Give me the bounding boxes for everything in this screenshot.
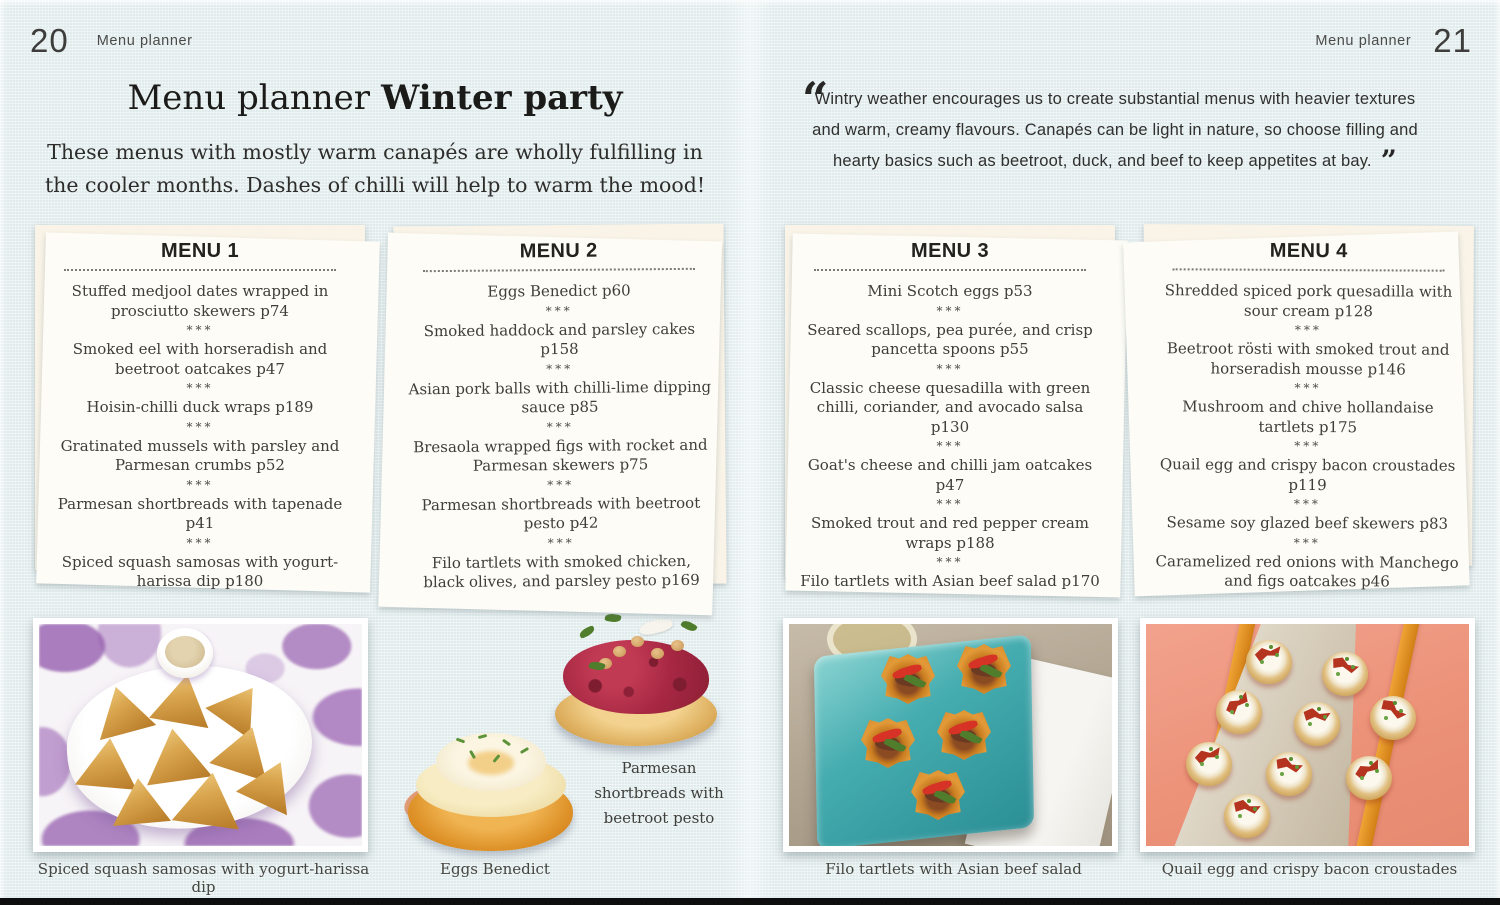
page-header-left xyxy=(30,22,193,60)
cutout-label: Parmesan shortbreads with beetroot pesto xyxy=(594,759,724,827)
title-regular: Menu planner xyxy=(127,78,371,118)
menu-item: Bresaola wrapped figs with rocket and Parmesan skewers p75 xyxy=(413,435,708,475)
menu-item: Quail egg and crispy bacon croustades p119 xyxy=(1159,455,1456,494)
menu-item: Smoked eel with horseradish and beetroot oatcakes p47 xyxy=(72,340,328,378)
bacon-bits xyxy=(1232,798,1262,819)
menu-item: Stuffed medjool dates wrapped in prosciutto skewers p74 xyxy=(71,282,329,320)
dip-bowl xyxy=(157,628,213,678)
page-number-left: 20 xyxy=(30,22,69,59)
page-number-right: 21 xyxy=(1433,22,1472,59)
photo-caption-filo-tartlets: Filo tartlets with Asian beef salad xyxy=(825,860,1082,878)
menu-item: Smoked trout and red pepper cream wraps p188 xyxy=(810,514,1090,552)
menu-card-1-title: MENU 1 xyxy=(161,240,239,262)
menu-card-4-items xyxy=(1142,270,1474,592)
page-left-edge xyxy=(0,0,6,905)
menu-item: Shredded spiced pork quesadilla with sour cream p128 xyxy=(1164,281,1453,320)
croustade xyxy=(1186,742,1232,786)
menu-card-2-title: MENU 2 xyxy=(519,239,598,263)
beetroot-pesto xyxy=(563,640,709,714)
open-quote-mark: “ xyxy=(802,72,829,126)
item-separator: *** xyxy=(1294,380,1322,396)
croustade xyxy=(1322,652,1368,696)
quote-line-text: hearty basics such as beetroot, duck, and beef to keep appetites at bay. xyxy=(832,152,1372,170)
menu-item: Parmesan shortbreads with beetroot pesto p42 xyxy=(421,493,701,533)
nut-garnish xyxy=(631,636,644,647)
photo-croustades xyxy=(1140,618,1475,852)
menu-item: Gratinated mussels with parsley and Parmesan crumbs p52 xyxy=(60,436,340,474)
item-separator: *** xyxy=(186,381,214,395)
item-separator: *** xyxy=(936,555,964,569)
photo-samosas xyxy=(33,618,368,852)
item-separator: *** xyxy=(186,419,214,434)
menu-item: Filo tartlets with Asian beef salad p170 xyxy=(800,572,1100,590)
menu-item: Eggs Benedict p60 xyxy=(487,281,631,301)
page-title xyxy=(0,78,750,118)
menu-item: Parmesan shortbreads with tapenade p41 xyxy=(57,494,343,532)
item-separator: *** xyxy=(1294,438,1322,454)
pull-quote xyxy=(790,84,1440,177)
item-separator: *** xyxy=(936,361,964,376)
item-separator: *** xyxy=(936,439,964,453)
menu-card-2 xyxy=(393,224,726,592)
bacon-bits xyxy=(1329,654,1359,679)
item-separator: *** xyxy=(545,303,573,318)
photo-caption-croustades: Quail egg and crispy bacon croustades xyxy=(1161,860,1458,878)
page-header-label-left: Menu planner xyxy=(96,33,193,49)
item-separator: *** xyxy=(186,323,214,337)
menu-item: Seared scallops, pea purée, and crisp pancetta spoons p55 xyxy=(807,320,1093,358)
page-header-right xyxy=(1315,22,1472,60)
croustade xyxy=(1266,752,1312,796)
croustade xyxy=(1294,702,1340,746)
menu-card-1-items xyxy=(35,271,365,592)
menu-item: Smoked haddock and parsley cakes p158 xyxy=(423,319,696,359)
menu-item: Mushroom and chive hollandaise tartlets p175 xyxy=(1182,397,1434,436)
menu-item: Sesame soy glazed beef skewers p83 xyxy=(1166,513,1449,533)
close-quote-mark: ” xyxy=(1380,144,1398,177)
filo-cup xyxy=(957,644,1011,694)
bacon-bits xyxy=(1378,696,1408,725)
item-separator: *** xyxy=(1294,322,1322,338)
cheese-shaving xyxy=(638,616,674,637)
item-separator: *** xyxy=(186,535,214,550)
dip-sauce xyxy=(165,636,205,668)
menu-card-1 xyxy=(35,225,365,590)
item-separator: *** xyxy=(547,535,575,550)
menu-item: Asian pork balls with chilli-lime dipping sauce p85 xyxy=(408,377,712,417)
photo-caption-eggs-benedict: Eggs Benedict xyxy=(440,860,550,878)
menu-item: Goat's cheese and chilli jam oatcakes p47 xyxy=(807,456,1093,494)
menu-card-3-title: MENU 3 xyxy=(911,240,989,262)
page-right-edge xyxy=(1494,0,1500,905)
menu-card-4 xyxy=(1142,224,1474,591)
bacon-bits xyxy=(1194,746,1224,767)
menu-card-4-title: MENU 4 xyxy=(1269,239,1348,263)
filo-cup xyxy=(881,654,935,704)
bacon-bits xyxy=(1273,755,1303,778)
croustade xyxy=(1370,696,1416,740)
item-separator: *** xyxy=(186,477,214,492)
bacon-bits xyxy=(1302,707,1331,726)
quote-line: Wintry weather encourages us to create substantial menus with heavier textures xyxy=(814,90,1416,108)
page-subtitle: These menus with mostly warm canapés are wholly fulfilling in the cooler months. Dashes of chilli will help to warm the mood! xyxy=(44,140,706,198)
photo-caption-samosas: Spiced squash samosas with yogurt-harissa dip xyxy=(37,860,370,896)
menu-item: Hoisin-chilli duck wraps p189 xyxy=(86,398,314,416)
quote-line: and warm, creamy flavours. Canapés can be light in nature, so choose filling and xyxy=(812,121,1418,139)
nut-garnish xyxy=(671,640,684,651)
menu-item: Caramelized red onions with Manchego and figs oatcakes p46 xyxy=(1155,551,1459,591)
cress-sprig xyxy=(604,613,621,624)
cress-sprig xyxy=(680,619,698,634)
menu-card-2-items xyxy=(394,270,727,593)
bacon-bits xyxy=(1254,645,1283,664)
item-separator: *** xyxy=(547,477,575,492)
menu-item: Filo tartlets with smoked chicken, black olives, and parsley pesto p169 xyxy=(423,551,700,592)
item-separator: *** xyxy=(1293,535,1321,550)
cress-sprig xyxy=(578,625,596,639)
poached-egg xyxy=(436,733,546,791)
page-header-label-right: Menu planner xyxy=(1315,33,1412,49)
nut-garnish xyxy=(651,648,664,659)
filo-cup xyxy=(911,770,965,820)
item-separator: *** xyxy=(546,419,574,434)
title-bold: Winter party xyxy=(381,78,623,118)
menu-item: Mini Scotch eggs p53 xyxy=(867,282,1033,300)
cutout-parmesan-shortbread xyxy=(553,610,721,746)
photo-filo-tartlets xyxy=(783,618,1118,852)
croustade xyxy=(1216,690,1262,734)
menu-item: Classic cheese quesadilla with green chilli, coriander, and avocado salsa p130 xyxy=(809,378,1091,436)
nut-garnish xyxy=(613,646,626,657)
menu-item: Beetroot rösti with smoked trout and horseradish mousse p146 xyxy=(1166,339,1450,379)
bacon-bits xyxy=(1223,691,1253,719)
item-separator: *** xyxy=(936,497,964,511)
menu-card-3 xyxy=(785,225,1115,590)
filo-cup xyxy=(861,718,915,768)
croustade xyxy=(1246,640,1292,684)
item-separator: *** xyxy=(1293,496,1321,512)
croustade xyxy=(1346,756,1392,800)
croustade xyxy=(1224,794,1270,838)
menu-item: Spiced squash samosas with yogurt-harissa dip p180 xyxy=(61,552,339,590)
menu-card-3-items xyxy=(785,271,1115,592)
item-separator: *** xyxy=(936,303,964,318)
item-separator: *** xyxy=(546,361,574,376)
bacon-bits xyxy=(1353,758,1383,783)
book-bottom-edge xyxy=(0,898,1500,905)
quote-line xyxy=(790,146,1440,177)
cutout-eggs-benedict xyxy=(408,733,578,855)
filo-cup xyxy=(937,710,991,760)
